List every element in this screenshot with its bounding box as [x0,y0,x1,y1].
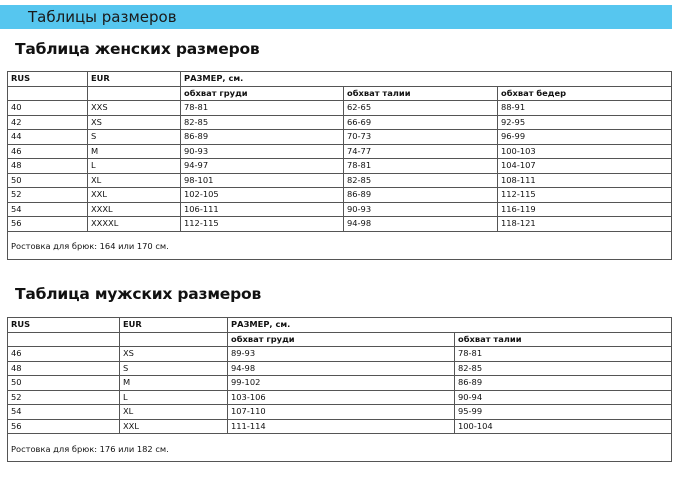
table-cell: 98-101 [181,173,344,188]
table-cell: 48 [8,361,120,376]
col-header-eur: EUR [88,72,181,87]
table-row [8,390,672,405]
col-header-size: РАЗМЕР, см. [181,72,672,87]
col-header-size: РАЗМЕР, см. [228,318,672,333]
men-subheader-row [8,332,672,347]
col-header-rus: RUS [8,72,88,87]
table-cell: XXL [120,419,228,434]
empty-cell [8,86,88,101]
table-cell: 44 [8,130,88,145]
table-row [8,173,672,188]
table-cell: 52 [8,188,88,203]
table-cell: L [120,390,228,405]
table-cell: 78-81 [455,347,672,362]
women-header-row [8,72,672,87]
col-header-chest: обхват груди [181,86,344,101]
table-cell: 94-97 [181,159,344,174]
table-cell: 86-89 [181,130,344,145]
table-row [8,419,672,434]
table-row [8,217,672,232]
table-cell: XXS [88,101,181,116]
women-note-row [8,231,672,259]
col-header-rus: RUS [8,318,120,333]
men-header-row [8,318,672,333]
col-header-eur: EUR [120,318,228,333]
table-cell: 70-73 [344,130,498,145]
table-row [8,202,672,217]
col-header-waist: обхват талии [344,86,498,101]
table-cell: 50 [8,376,120,391]
women-subheader-row [8,86,672,101]
table-cell: 66-69 [344,115,498,130]
col-header-hips: обхват бедер [498,86,672,101]
table-cell: 50 [8,173,88,188]
table-cell: 78-81 [344,159,498,174]
table-cell: 107-110 [228,405,455,420]
table-row [8,405,672,420]
page-header-bar [0,5,672,29]
table-cell: 56 [8,217,88,232]
table-cell: 116-119 [498,202,672,217]
table-cell: 90-94 [455,390,672,405]
table-cell: 94-98 [344,217,498,232]
men-table-title: Таблица мужских размеров [15,285,262,303]
table-cell: 108-111 [498,173,672,188]
table-cell: 100-104 [455,419,672,434]
table-cell: 104-107 [498,159,672,174]
men-note: Ростовка для брюк: 176 или 182 см. [8,434,672,462]
table-cell: 112-115 [181,217,344,232]
table-cell: L [88,159,181,174]
table-cell: 74-77 [344,144,498,159]
table-row [8,115,672,130]
table-row [8,347,672,362]
table-cell: 96-99 [498,130,672,145]
table-cell: 86-89 [344,188,498,203]
table-cell: 82-85 [344,173,498,188]
table-cell: 46 [8,144,88,159]
table-cell: 112-115 [498,188,672,203]
table-cell: 106-111 [181,202,344,217]
table-cell: 111-114 [228,419,455,434]
women-note: Ростовка для брюк: 164 или 170 см. [8,231,672,259]
empty-cell [8,332,120,347]
table-cell: 46 [8,347,120,362]
table-cell: 54 [8,202,88,217]
table-cell: 90-93 [344,202,498,217]
col-header-chest: обхват груди [228,332,455,347]
table-cell: 102-105 [181,188,344,203]
table-cell: 48 [8,159,88,174]
table-cell: 62-65 [344,101,498,116]
table-cell: 95-99 [455,405,672,420]
women-size-table [7,71,672,260]
table-row [8,188,672,203]
table-cell: 90-93 [181,144,344,159]
table-cell: S [88,130,181,145]
table-cell: 89-93 [228,347,455,362]
table-row [8,101,672,116]
women-table-title: Таблица женских размеров [15,40,260,58]
table-cell: 100-103 [498,144,672,159]
table-row [8,144,672,159]
page-title: Таблицы размеров [28,8,177,26]
men-note-row [8,434,672,462]
table-cell: 54 [8,405,120,420]
table-cell: XXL [88,188,181,203]
table-cell: M [88,144,181,159]
table-cell: 52 [8,390,120,405]
table-cell: M [120,376,228,391]
empty-cell [120,332,228,347]
table-cell: XXXXL [88,217,181,232]
table-cell: 40 [8,101,88,116]
table-cell: XL [88,173,181,188]
table-row [8,159,672,174]
table-cell: 82-85 [181,115,344,130]
table-cell: 103-106 [228,390,455,405]
table-cell: XXXL [88,202,181,217]
table-cell: 94-98 [228,361,455,376]
table-cell: 86-89 [455,376,672,391]
table-cell: 78-81 [181,101,344,116]
table-row [8,376,672,391]
table-row [8,130,672,145]
table-cell: XL [120,405,228,420]
table-row [8,361,672,376]
table-cell: 88-91 [498,101,672,116]
table-cell: 56 [8,419,120,434]
col-header-waist: обхват талии [455,332,672,347]
table-cell: 118-121 [498,217,672,232]
table-cell: 92-95 [498,115,672,130]
table-cell: XS [120,347,228,362]
men-size-table [7,317,672,462]
empty-cell [88,86,181,101]
table-cell: 42 [8,115,88,130]
table-cell: S [120,361,228,376]
table-cell: 82-85 [455,361,672,376]
table-cell: XS [88,115,181,130]
table-cell: 99-102 [228,376,455,391]
